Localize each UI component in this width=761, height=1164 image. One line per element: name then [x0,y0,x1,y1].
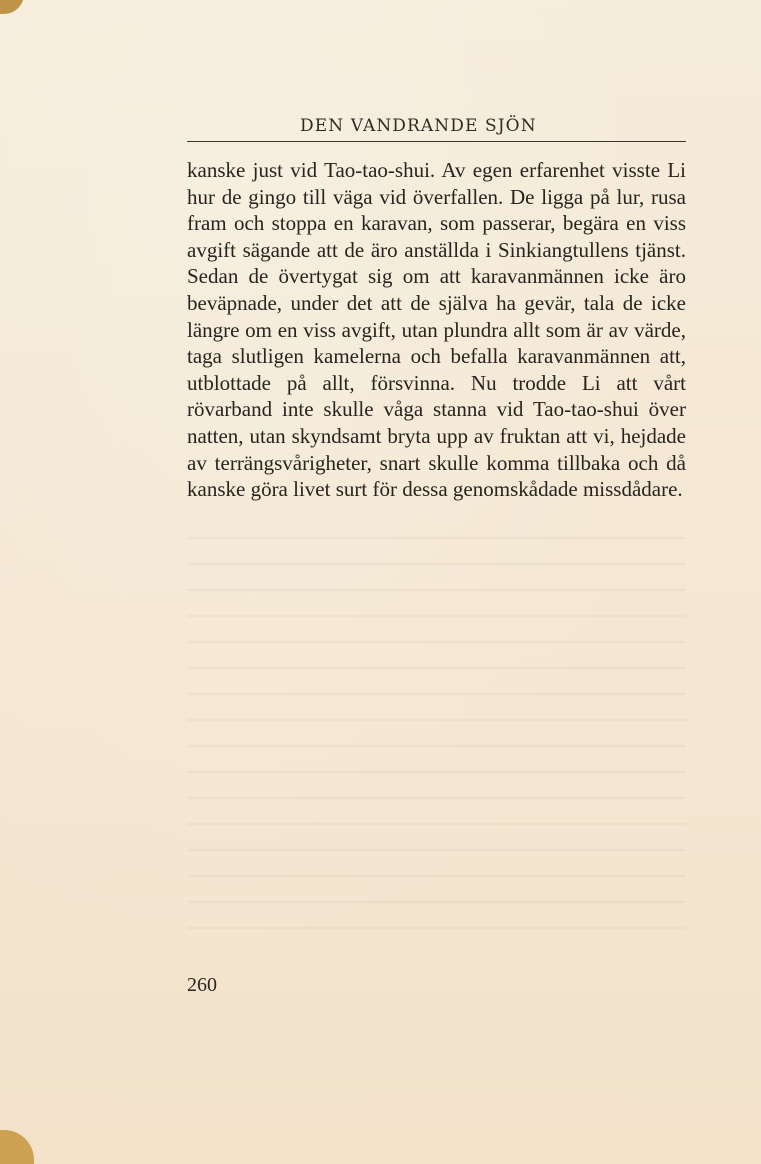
body-paragraph: kanske just vid Tao-tao-shui. Av egen erfarenhet visste Li hur de gingo till väga vid överfallen. De ligga på lur, rusa fram och stoppa en karavan, som passerar, begära en viss avgift sägande att de äro anställda i Sinkiangtullens tjänst. Sedan de övertygat sig om att karavanmännen icke äro beväpnade, under det att de själva ha gevär, tala de icke längre om en viss avgift, utan plundra allt som är av värde, taga slutligen kamelerna och befalla karavanmännen att, utblottade på allt, försvinna. Nu trodde Li att vårt rövarband inte skulle våga stanna vid Tao-tao-shui över natten, utan skyndsamt bryta upp av fruktan att vi, hejdade av terrängsvårigheter, snart skulle komma tillbaka och då kanske göra livet surt för dessa genomskådade missdådare. [187,158,686,502]
running-head: DEN VANDRANDE SJÖN [300,116,537,136]
header-rule [187,141,686,142]
page-number: 260 [187,974,217,996]
bottom-corner-stain [0,1130,34,1164]
show-through-text [187,523,686,953]
top-corner-stain [0,0,24,14]
